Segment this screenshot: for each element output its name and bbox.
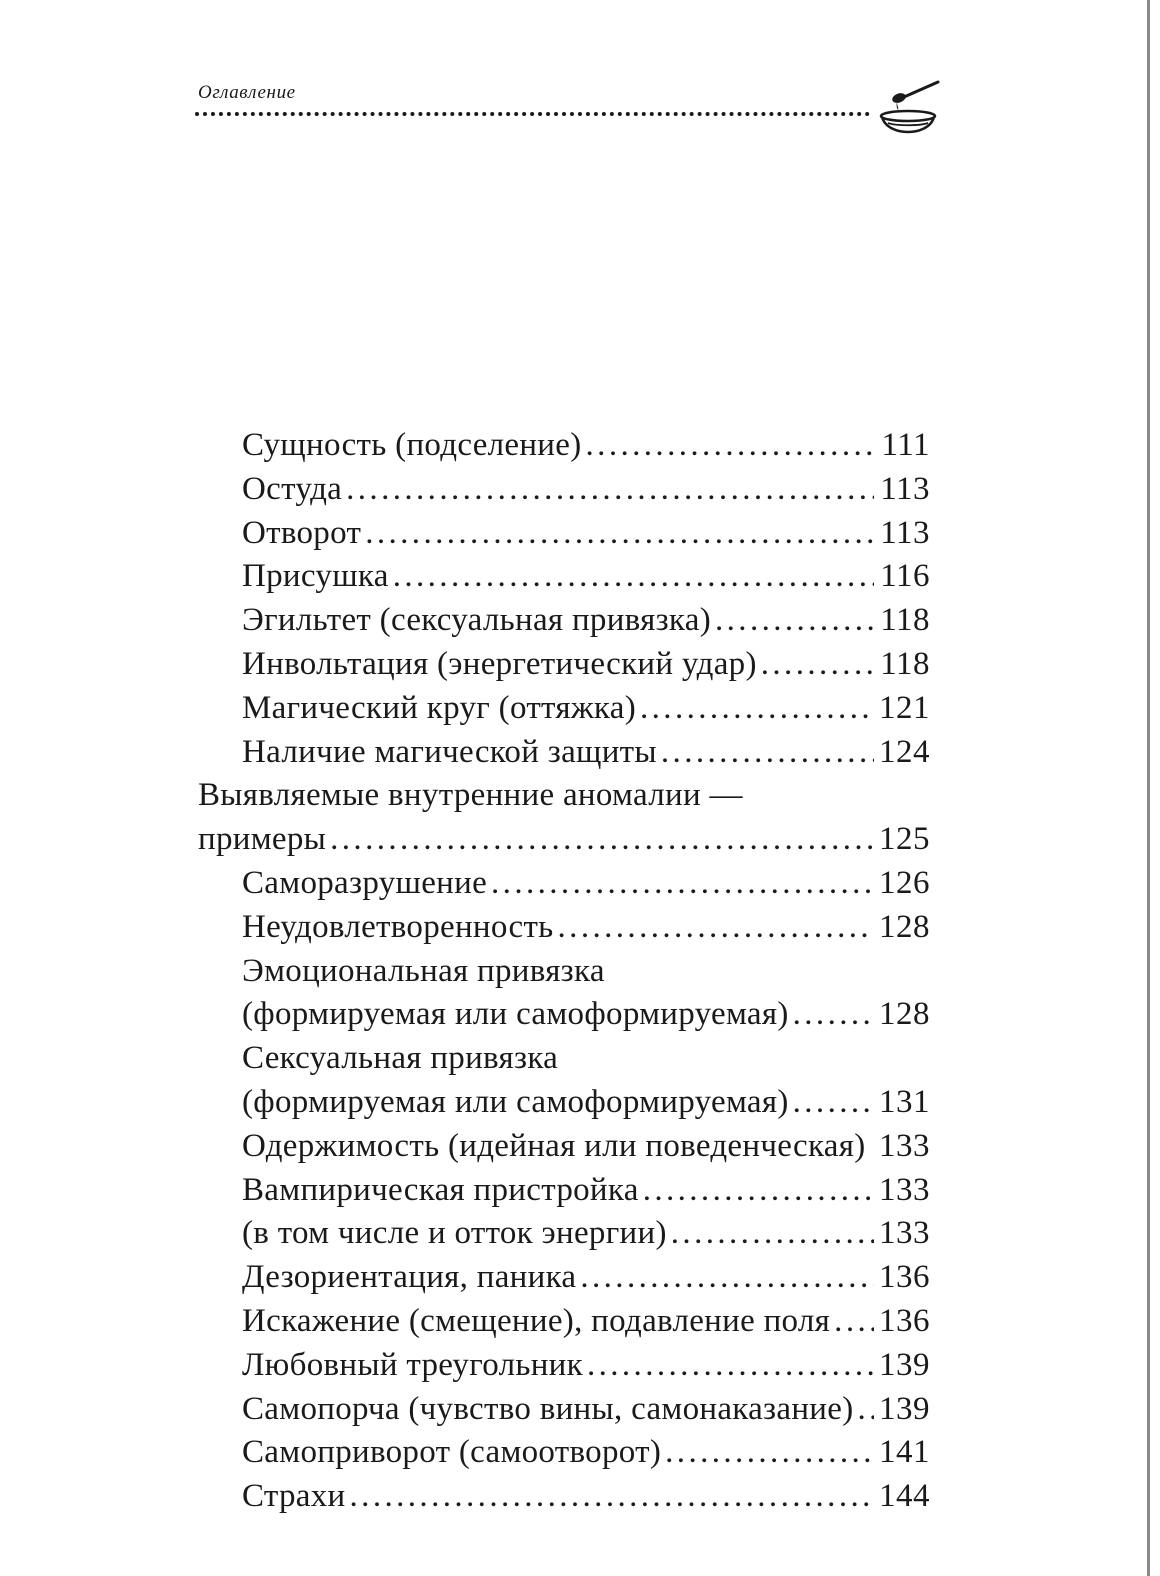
toc-entry-page-number: 128 (879, 996, 930, 1033)
toc-entry[interactable] (198, 555, 930, 599)
toc-entry[interactable] (198, 731, 930, 775)
dot-leader (661, 731, 874, 775)
toc-entry-body (198, 1212, 930, 1256)
toc-entry-label: Дезориентация, паника (242, 1259, 577, 1296)
toc-entry-body (198, 1300, 930, 1344)
toc-entry[interactable] (198, 1169, 930, 1213)
toc-entry-page-number: 144 (879, 1478, 930, 1515)
toc-entry-label: Магический круг (оттяжка) (242, 689, 636, 726)
dot-leader (671, 1212, 874, 1256)
toc-entry-body (198, 643, 930, 687)
toc-entry[interactable] (198, 1475, 930, 1519)
dot-leader (793, 1081, 874, 1125)
toc-entry-label: Самоприворот (самоотворот) (242, 1434, 662, 1471)
dot-leader (491, 862, 874, 906)
dot-leader (393, 555, 874, 599)
toc-entry-body (198, 731, 930, 775)
toc-entry-body (198, 687, 930, 731)
toc-entry-body (198, 1388, 930, 1432)
page-edge (1147, 0, 1150, 1576)
toc-entry-label: (формируемая или самоформируемая) (242, 996, 789, 1033)
toc-entry-page-number: 136 (879, 1302, 930, 1339)
dot-leader (587, 1344, 874, 1388)
toc-entry-body (198, 906, 930, 950)
dot-leader (761, 643, 874, 687)
dot-leader (665, 1431, 874, 1475)
toc-entry-body (198, 512, 930, 556)
table-of-contents (198, 424, 930, 1519)
toc-entry-body (198, 1125, 930, 1169)
toc-entry-page-number: 118 (880, 645, 930, 682)
toc-entry-label: Присушка (242, 558, 389, 595)
toc-entry-page-number: 121 (879, 689, 930, 726)
toc-entry-page-number: 128 (879, 908, 930, 945)
toc-entry-body (198, 818, 930, 862)
toc-entry[interactable] (198, 993, 930, 1037)
toc-entry-page-number: 116 (880, 558, 930, 595)
toc-entry-page-number: 141 (879, 1434, 930, 1471)
toc-entry[interactable] (198, 424, 930, 468)
dot-leader (586, 424, 874, 468)
toc-entry-body (198, 424, 930, 468)
toc-entry[interactable] (198, 687, 930, 731)
toc-entry[interactable] (198, 512, 930, 556)
toc-entry-label: Одержимость (идейная или поведенческая) (242, 1127, 866, 1164)
dot-leader (580, 1256, 874, 1300)
toc-entry-page-number: 133 (879, 1171, 930, 1208)
dot-leader (715, 599, 874, 643)
toc-entry-body (198, 774, 930, 818)
toc-entry-body (198, 950, 930, 994)
toc-entry-label: Эмоциональная привязка (242, 952, 605, 989)
toc-entry-label: Остуда (242, 470, 343, 507)
bowl-with-spoon-icon (878, 78, 942, 134)
toc-entry-page-number: 133 (879, 1215, 930, 1252)
toc-entry[interactable] (198, 1344, 930, 1388)
toc-entry-body (198, 862, 930, 906)
toc-entry-page-number: 111 (881, 427, 930, 463)
dot-leader (350, 1475, 874, 1519)
dot-leader (834, 1300, 874, 1344)
dot-leader (330, 818, 874, 862)
toc-entry-label: (в том числе и отток энергии) (242, 1215, 667, 1252)
toc-entry[interactable] (198, 1125, 930, 1169)
toc-entry-label: Инвольтация (энергетический удар) (242, 645, 757, 682)
toc-entry-label: Наличие магической защиты (242, 733, 657, 770)
toc-entry-label: Эгильтет (сексуальная привязка) (242, 602, 711, 639)
toc-entry[interactable] (198, 818, 930, 862)
toc-entry-label: (формируемая или самоформируемая) (242, 1083, 789, 1120)
toc-entry-label: Отворот (242, 514, 362, 551)
toc-entry-body (198, 1081, 930, 1125)
toc-entry[interactable] (198, 1300, 930, 1344)
toc-entry[interactable] (198, 1388, 930, 1432)
toc-entry[interactable] (198, 599, 930, 643)
toc-entry[interactable] (198, 774, 930, 818)
toc-entry-label: Выявляемые внутренние аномалии — (198, 777, 743, 814)
toc-entry-label: Саморазрушение (242, 864, 488, 901)
running-header-title: Оглавление (198, 82, 296, 103)
toc-entry-page-number: 131 (879, 1083, 930, 1120)
dot-leader (640, 687, 874, 731)
toc-entry-label: Неудовлетворенность (242, 908, 554, 945)
toc-entry[interactable] (198, 643, 930, 687)
toc-entry-body (198, 993, 930, 1037)
toc-entry[interactable] (198, 1037, 930, 1081)
toc-entry-body (198, 468, 930, 512)
dot-leader (858, 1388, 874, 1432)
toc-entry[interactable] (198, 1081, 930, 1125)
toc-entry-label: Самопорча (чувство вины, самонаказание) (242, 1390, 854, 1427)
toc-entry[interactable] (198, 862, 930, 906)
toc-entry-page-number: 118 (880, 602, 930, 639)
toc-entry-body (198, 1431, 930, 1475)
toc-entry-page-number: 139 (879, 1390, 930, 1427)
toc-entry[interactable] (198, 1431, 930, 1475)
toc-entry-label: Сексуальная привязка (242, 1040, 559, 1077)
toc-entry-label: примеры (198, 821, 327, 858)
toc-entry-label: Вампирическая пристройка (242, 1171, 639, 1208)
toc-entry-label: Любовный треугольник (242, 1346, 583, 1383)
toc-entry-page-number: 113 (880, 514, 930, 551)
toc-entry-body (198, 1256, 930, 1300)
toc-entry-page-number: 126 (879, 864, 930, 901)
toc-entry[interactable] (198, 950, 930, 994)
toc-entry[interactable] (198, 1256, 930, 1300)
dot-leader (558, 906, 874, 950)
toc-entry-label: Страхи (242, 1478, 346, 1515)
toc-entry[interactable] (198, 906, 930, 950)
toc-entry-page-number: 113 (880, 470, 930, 507)
toc-entry-label: Сущность (подселение) (242, 427, 582, 463)
toc-entry-body (198, 1344, 930, 1388)
toc-entry-page-number: 125 (879, 821, 930, 858)
toc-entry-body (198, 599, 930, 643)
toc-entry-body (198, 1037, 930, 1081)
toc-entry-body (198, 1169, 930, 1213)
toc-entry-page-number: 139 (879, 1346, 930, 1383)
toc-entry[interactable] (198, 468, 930, 512)
toc-entry-page-number: 133 (879, 1127, 930, 1164)
dot-leader (365, 512, 874, 556)
dot-leader (643, 1169, 874, 1213)
dotted-rule (195, 112, 870, 116)
toc-entry-page-number: 136 (879, 1259, 930, 1296)
dot-leader (346, 468, 874, 512)
toc-entry-body (198, 555, 930, 599)
toc-entry-body (198, 1475, 930, 1519)
toc-entry[interactable] (198, 1212, 930, 1256)
dot-leader (793, 993, 874, 1037)
running-header (195, 78, 955, 138)
toc-entry-page-number: 124 (879, 733, 930, 770)
toc-entry-label: Искажение (смещение), подавление поля (242, 1302, 831, 1339)
